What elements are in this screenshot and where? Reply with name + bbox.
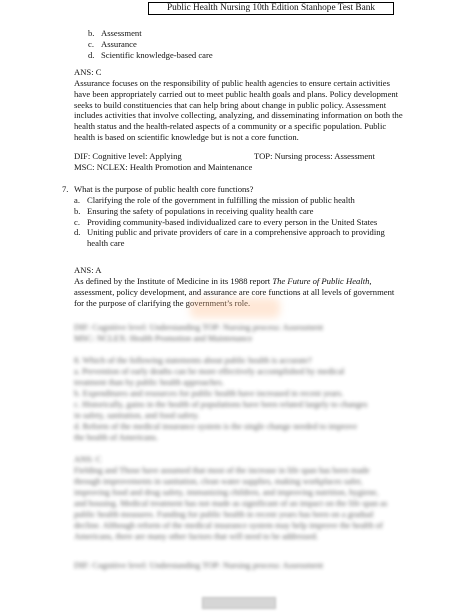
q6-option-c: c. Assurance — [88, 38, 137, 49]
q7-rationale: As defined by the Institute of Medicine in its 1988 report The Future of Public Health, assessment, policy development, and assurance are core functions at all levels of government for the purpose of clarifying the government’s role. — [74, 276, 395, 308]
q7-option-b: b. Ensuring the safety of populations in receiving quality health care — [74, 205, 314, 216]
q7-answer: ANS: A — [74, 265, 102, 275]
q6-msc: MSC: NCLEX: Health Promotion and Maintenance — [74, 162, 253, 172]
blurred-preview-content: DIF: Cognitive level: Understanding TOP: Nursing process: Assessment MSC: NCLEX: Health Promotion and Maintenance 8. Which of the following statements about public health is accurate? a. Prevention of early deaths can be more effectively accomplished by medical treatment than by public health approaches. b. Expenditures and resources for public health have increased in recent years. c. Historically, gains in the health of populations have been related largely to changes in safety, sanitation, and food safety. d. Reform of the medical insurance system is the single change needed to improve the health of Americans. ANS: C Fielding and Those have assumed that most of the increase in life span has been made through improvements in sanitation, clean water supplies, making workplaces safer, improving food and drug safety, immunizing children, and improving nutrition, hygiene, and housing. Medical treatment has not made as significant of an impact on the life span as public health measures. Funding for public health in recent years has been on a gradual decline. Although reform of the medical insurance system may help improve the health of Americans, there are many other factors that will need to be addressed. DIF: Cognitive level: Understanding TOP: Nursing process: Assessment — [74, 322, 388, 570]
q7-option-d: d. Uniting public and private providers of care in a comprehensive approach to providing health care — [74, 227, 385, 249]
q6-option-b: b. Assessment — [88, 28, 142, 38]
q6-rationale: Assurance focuses on the responsibility of public health agencies to ensure certain activities have been appropriately carried out to meet public health goals and plans. Policy development seeks to build constituencies that can help bring about change in public policy. Assessment includes activities that involve collecting, analyzing, and disseminating information on both the health status and the health-related aspects of a community or a specific population. Public health is based on scientific knowledge but is not a core function. — [74, 78, 403, 142]
q6-meta-row1 — [74, 151, 375, 162]
page-header: Public Health Nursing 10th Edition Stanhope Test Bank — [148, 2, 394, 15]
q7-option-c: c. Providing community-based individualized care to every person in the United States — [74, 216, 378, 227]
q7-question: What is the purpose of public health core functions? — [74, 184, 254, 194]
q6-dif: DIF: Cognitive level: Applying — [74, 151, 182, 161]
watermark-logo — [190, 298, 280, 318]
q7-number: 7. — [62, 184, 69, 194]
q6-option-d: d. Scientific knowledge-based care — [88, 49, 213, 60]
q6-top: TOP: Nursing process: Assessment — [254, 151, 375, 161]
q7-options — [74, 195, 404, 249]
q7-option-a: a. Clarifying the role of the government in fulfilling the mission of public health — [74, 195, 355, 205]
q6-options — [74, 28, 404, 60]
q6-answer: ANS: C — [74, 67, 102, 77]
download-button[interactable] — [202, 597, 276, 609]
